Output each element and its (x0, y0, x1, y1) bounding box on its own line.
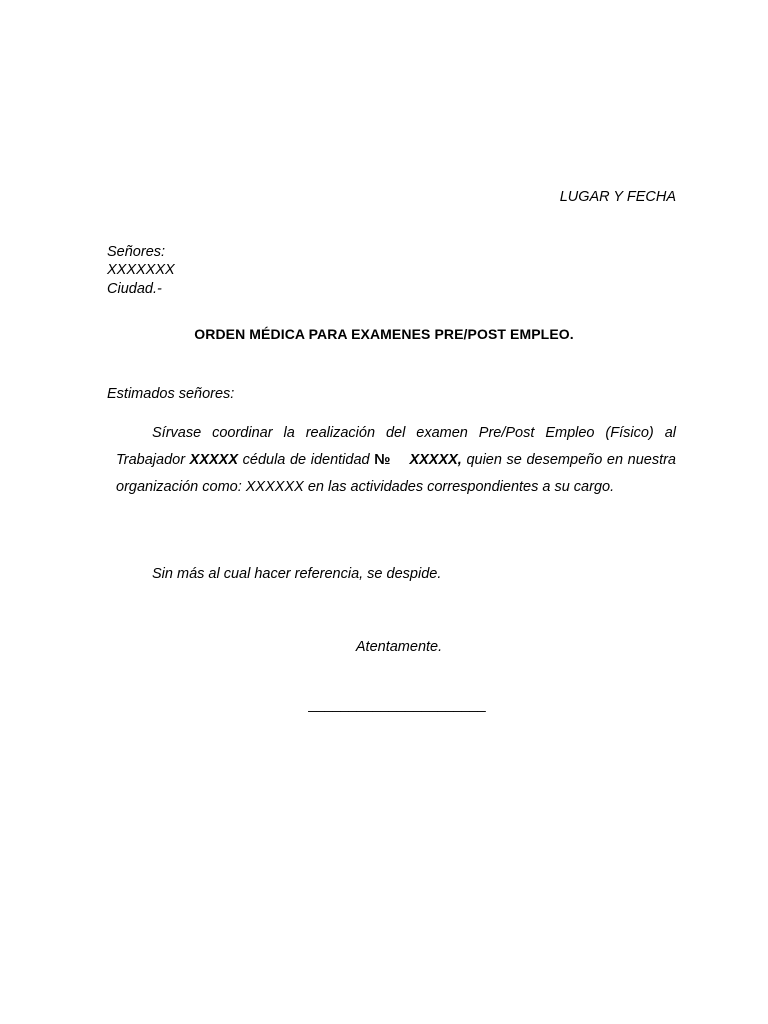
body-text-role: quien se desempeño en nuestra organización como: XXXXXX en las actividades correspondientes a su cargo. (116, 452, 676, 495)
signature-line: ______________________ (308, 697, 486, 713)
id-number-symbol: № (374, 452, 391, 468)
body-text-id-label: cédula de identidad (238, 452, 375, 468)
worker-name: XXXXX (189, 452, 239, 468)
place-date: LUGAR Y FECHA (559, 189, 676, 205)
recipient-name: XXXXXXX (107, 262, 175, 278)
body-text-intro: Sírvase coordinar la realización del examen Pre/Post Empleo (Físico) al Trabajador (116, 425, 676, 468)
closing-line: Sin más al cual hacer referencia, se despide. (152, 566, 442, 582)
id-number: XXXXX, (409, 452, 462, 468)
greeting: Estimados señores: (107, 386, 235, 402)
recipient-salutation: Señores: (107, 244, 166, 260)
body-paragraph (116, 420, 676, 501)
letter-title: ORDEN MÉDICA PARA EXAMENES PRE/POST EMPLEO. (194, 326, 574, 342)
regards: Atentamente. (355, 639, 443, 655)
recipient-city: Ciudad.- (107, 281, 162, 297)
